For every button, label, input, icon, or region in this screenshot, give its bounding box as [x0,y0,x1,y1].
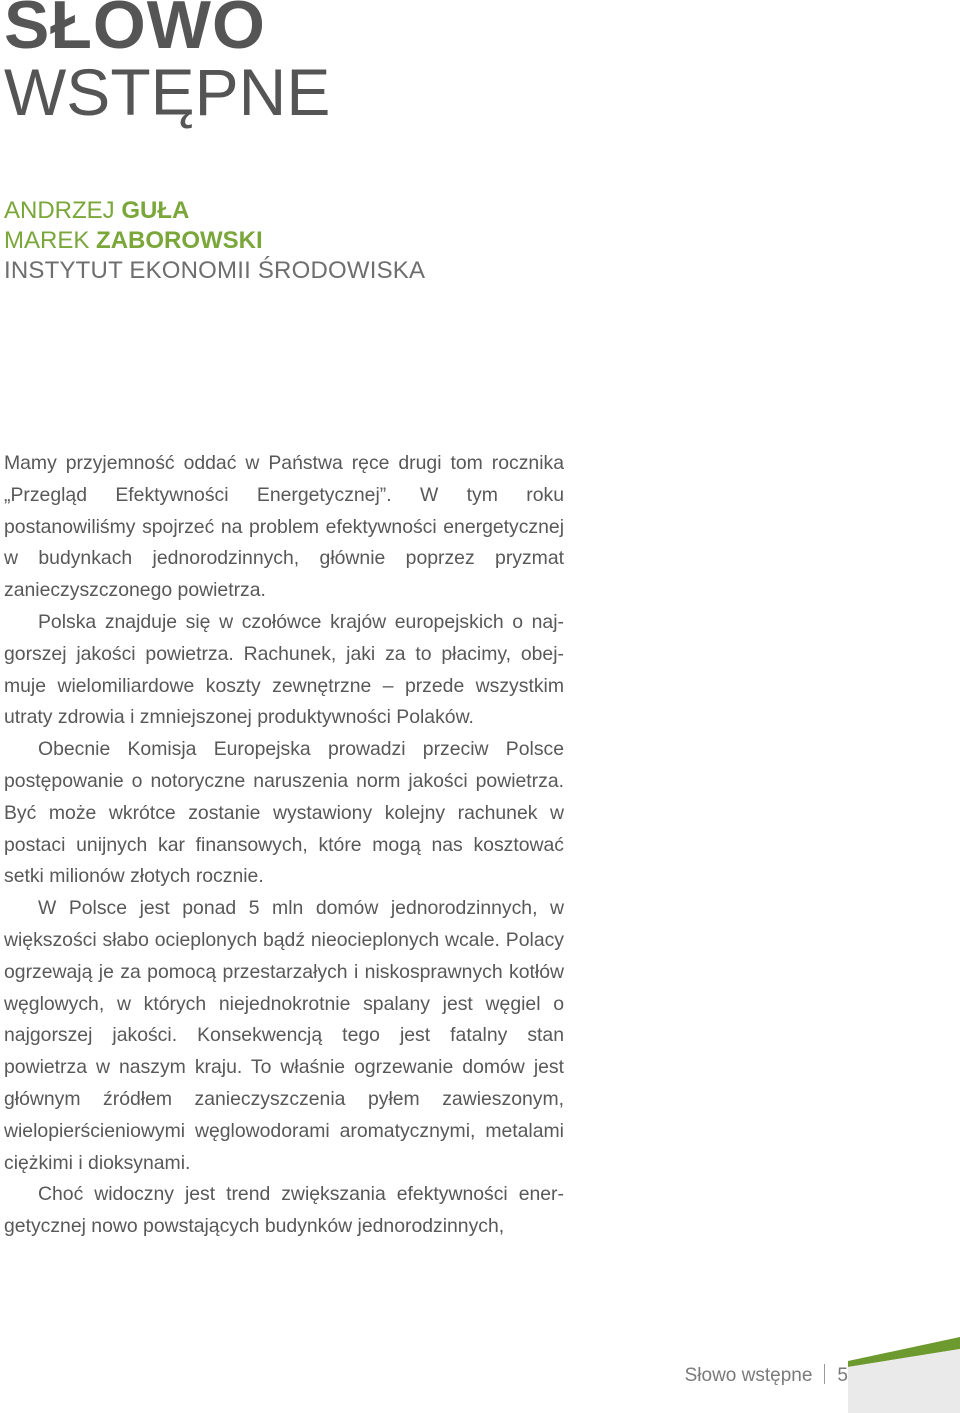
page-footer [685,1364,848,1387]
authors-block [4,196,425,286]
paragraph-3: Obecnie Komisja Europejska prowadzi przeciw Polsce postępowanie o notoryczne naruszenia norm jakości powietrza. Być może wkrótce zostanie wystawiony kolejny rachunek w postaci unijnych kar finansowych, które mogą nas kosztować setki milionów złotych rocznie. [4,738,564,888]
title-line-1: SŁOWO [4,0,266,63]
paragraph-2: Polska znajduje się w czołówce krajów europejskich o najgorszej jakości powietrza. Rachunek, jaki za to płacimy, obejmuje wielomiliardowe koszty zewnętrzne – przede wszystkim utraty zdrowia i zmniejszonej produktywności Polaków. [4,610,564,729]
author-1 [4,196,425,226]
paragraph-5: Choć widoczny jest trend zwiększania efektywności energetycznej nowo powstających budynków jednorodzinnych, [4,1183,564,1238]
institution: INSTYTUT EKONOMII ŚRODOWISKA [4,257,426,284]
paragraph-1: Mamy przyjemność oddać w Państwa ręce drugi tom rocznika „Przegląd Efektywności Energetycznej”. W tym roku postanowiliśmy spojrzeć na problem efektywności energetycznej w budynkach jednorodzinnych, głównie poprzez pryzmat zanieczyszczonego powietrza. [4,452,564,602]
author-1-last-name: GUŁA [121,197,190,224]
author-2-first-name: MAREK [4,227,90,254]
footer-section-title: Słowo wstępne [684,1365,813,1386]
author-1-first-name: ANDRZEJ [4,197,115,224]
title-line-2: WSTĘPNE [4,55,331,129]
paragraph-4: W Polsce jest ponad 5 mln domów jednorodzinnych, w większości słabo ocieplonych bądź nieocieplonych wcale. Polacy ogrzewają je za pomocą przestarzałych i niskosprawnych kotłów węglowych, w których niejednokrotnie spalany jest węgiel o najgorszej jakości. Konsekwencją tego jest fatalny stan powietrza w naszym kraju. To właśnie ogrzewanie domów jest głównym źródłem zanieczyszczenia pyłem zawieszonym, wielopierścieniowymi węglowodorami aromatycznymi, metalami ciężkimi i dioksynami. [4,897,564,1174]
body-text [4,448,564,1243]
page-number: 5 [837,1365,848,1386]
footer-separator [824,1364,825,1384]
page-title [4,0,330,128]
author-2-last-name: ZABOROWSKI [96,227,263,254]
corner-decoration [848,1323,960,1413]
author-2 [4,226,425,256]
